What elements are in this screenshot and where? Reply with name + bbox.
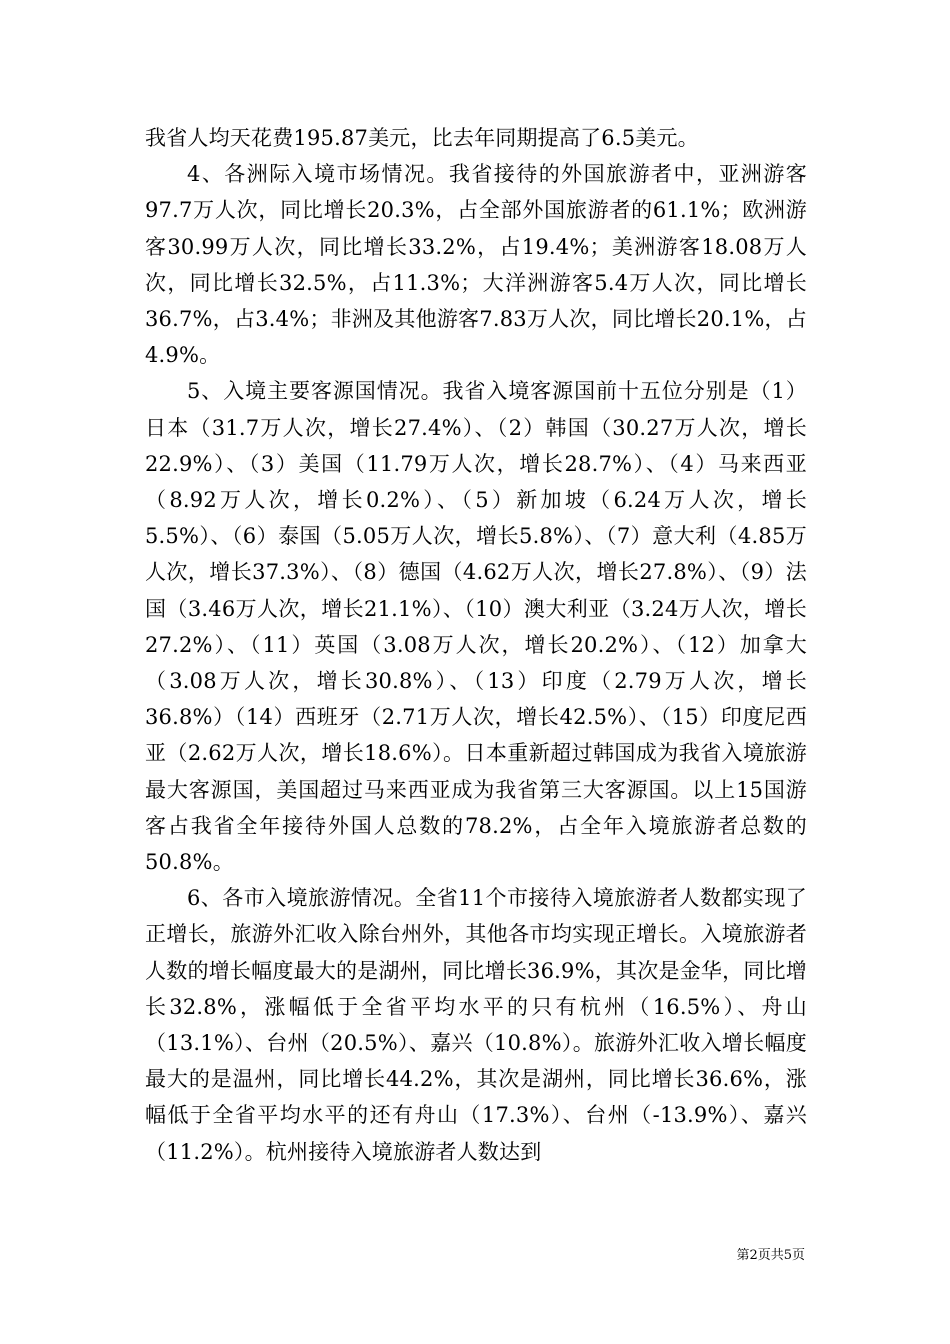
document-body	[145, 120, 807, 1170]
paragraph-spending: 我省人均天花费195.87美元，比去年同期提高了6.5美元。	[145, 126, 699, 150]
paragraph-cities: 6、各市入境旅游情况。全省11个市接待入境旅游者人数都实现了正增长，旅游外汇收入除台州外，其他各市均实现正增长。入境旅游者人数的增长幅度最大的是湖州，同比增长36.9%，其次是金华，同比增长32.8%，涨幅低于全省平均水平的只有杭州（16.5%）、舟山（13.1%）、台州（20.5%）、嘉兴（10.8%）。旅游外汇收入增长幅度最大的是温州，同比增长44.2%，其次是湖州，同比增长36.6%，涨幅低于全省平均水平的还有舟山（17.3%）、台州（-13.9%）、嘉兴（11.2%）。杭州接待入境旅游者人数达到	[145, 886, 807, 1164]
page-number-footer: 第2页共5页	[736, 1248, 805, 1263]
paragraph-source-countries: 5、入境主要客源国情况。我省入境客源国前十五位分别是（1）日本（31.7万人次，增长27.4%）、（2）韩国（30.27万人次，增长22.9%）、（3）美国（11.79万人次，增长28.7%）、（4）马来西亚（8.92万人次，增长0.2%）、（5）新加坡（6.24万人次，增长5.5%）、（6）泰国（5.05万人次，增长5.8%）、（7）意大利（4.85万人次，增长37.3%）、（8）德国（4.62万人次，增长27.8%）、（9）法国（3.46万人次，增长21.1%）、（10）澳大利亚（3.24万人次，增长27.2%）、（11）英国（3.08万人次，增长20.2%）、（12）加拿大（3.08万人次，增长30.8%）、（13）印度（2.79万人次，增长36.8%）（14）西班牙（2.71万人次，增长42.5%）、（15）印度尼西亚（2.62万人次，增长18.6%）。日本重新超过韩国成为我省入境旅游最大客源国，美国超过马来西亚成为我省第三大客源国。以上15国游客占我省全年接待外国人总数的78.2%，占全年入境旅游者总数的50.8%。	[145, 379, 807, 875]
paragraph-continents: 4、各洲际入境市场情况。我省接待的外国旅游者中，亚洲游客97.7万人次，同比增长20.3%，占全部外国旅游者的61.1%；欧洲游客30.99万人次，同比增长33.2%，占19.4%；美洲游客18.08万人次，同比增长32.5%，占11.3%；大洋洲游客5.4万人次，同比增长36.7%，占3.4%；非洲及其他游客7.83万人次，同比增长20.1%，占4.9%。	[145, 162, 807, 368]
